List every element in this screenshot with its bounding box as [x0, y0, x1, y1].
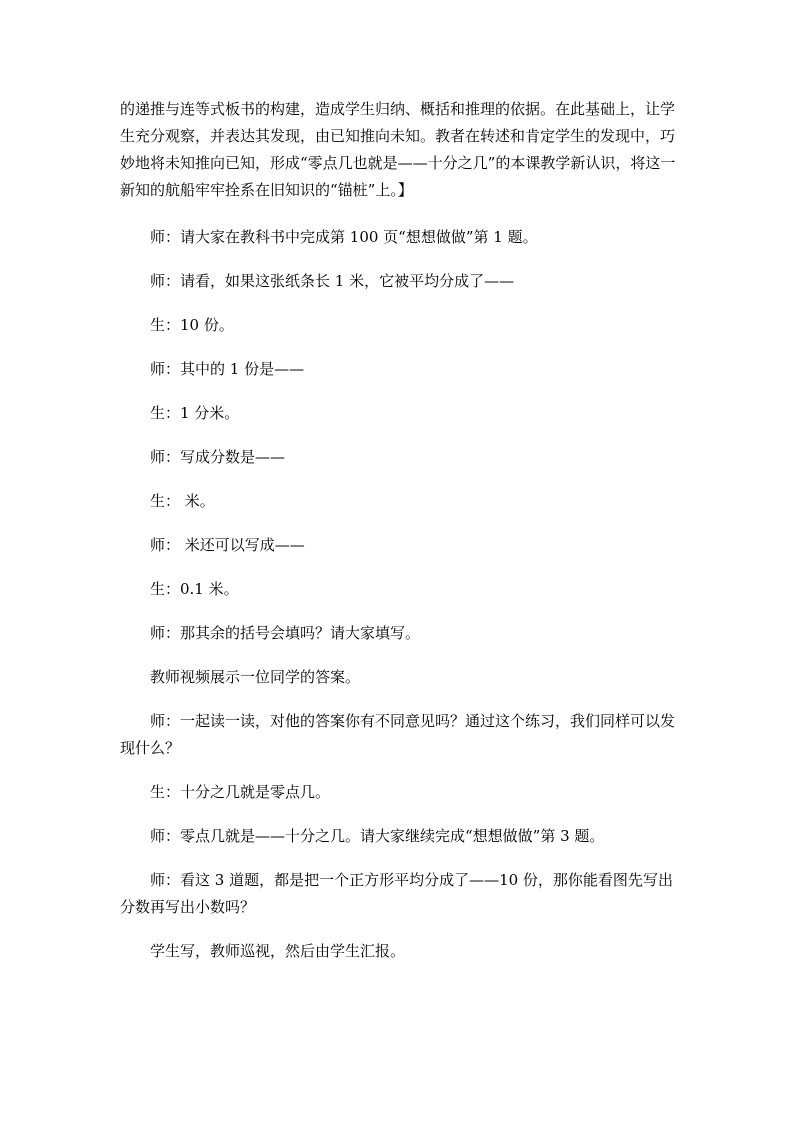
paragraph-teacher-line: 师：其中的 1 份是——: [150, 360, 305, 378]
paragraph-teacher-line: 师：那其余的括号会填吗？请大家填写。: [150, 624, 421, 642]
paragraph-teacher-line: 师：请大家在教科书中完成第 100 页“想想做做”第 1 题。: [150, 228, 538, 246]
paragraph-intro-continuation: 的递推与连等式板书的构建，造成学生归纳、概括和推理的依据。在此基础上，让学生充分观察，并表达其发现，由已知推向未知。教者在转述和肯定学生的发现中，巧妙地将未知推向已知，形成“零点几也就是——十分之几”的本课教学新认识，将这一新知的航船牢牢拴系在旧知识的“锚桩”上。】: [120, 100, 676, 199]
paragraph-student-line: 生：0.1 米。: [150, 580, 239, 598]
paragraph-student-line: 生：1 分米。: [150, 404, 240, 422]
paragraph-student-line: 生：十分之几就是零点几。: [150, 783, 331, 801]
paragraph-teacher-line: 师：一起读一读，对他的答案你有不同意见吗？通过这个练习，我们同样可以发现什么？: [120, 712, 676, 757]
paragraph-teacher-line: 师：看这 3 道题，都是把一个正方形平均分成了——10 份，那你能看图先写出分数再写出小数吗？: [120, 871, 673, 916]
paragraph-student-line: 生： 米。: [150, 492, 215, 510]
paragraph-teacher-line: 师：写成分数是——: [150, 448, 286, 466]
paragraph-teacher-line: 师：请看，如果这张纸条长 1 米，它被平均分成了——: [150, 272, 515, 290]
paragraph-narration: 学生写，教师巡视，然后由学生汇报。: [150, 942, 406, 960]
paragraph-narration: 教师视频展示一位同学的答案。: [150, 668, 361, 686]
paragraph-teacher-line: 师：零点几就是——十分之几。请大家继续完成“想想做做”第 3 题。: [150, 827, 605, 845]
paragraph-student-line: 生：10 份。: [150, 316, 234, 334]
paragraph-teacher-line: 师： 米还可以写成——: [150, 536, 305, 554]
document-page: [120, 96, 680, 982]
